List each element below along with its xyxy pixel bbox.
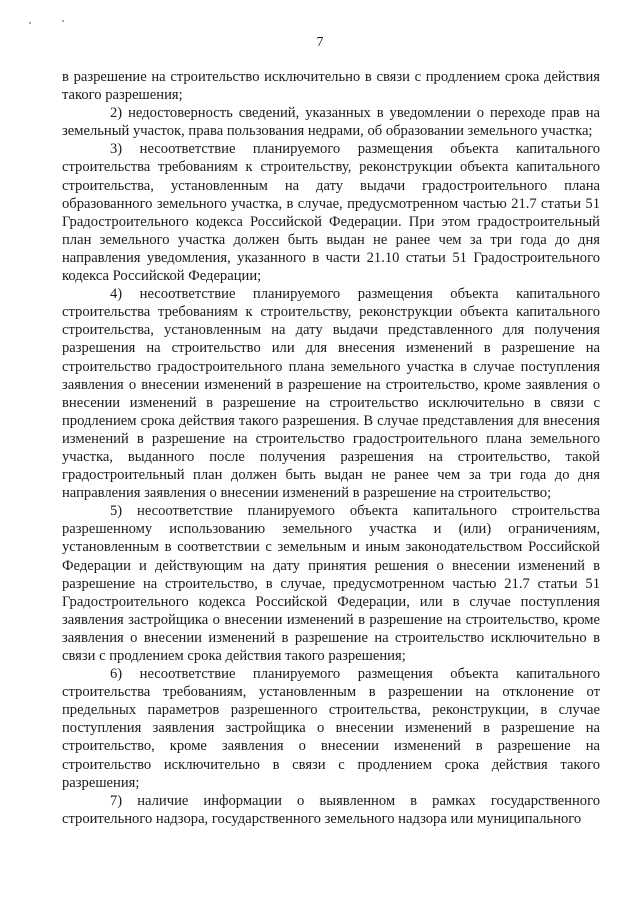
paragraph-continuation: в разрешение на строительство исключительно в связи с продлением срока действия такого разрешения; xyxy=(62,69,600,104)
list-item-7: 7) наличие информации о выявленном в рамках государственного строительного надзора, государственного земельного надзора или муниципального xyxy=(62,792,600,827)
scan-artifact-dot xyxy=(62,20,64,22)
list-item-6: 6) несоответствие планируемого размещения объекта капитального строительства требованиям, установленным в разрешении на отклонение от предельных параметров разрешенного строительства, реконструкции, в случае поступления заявления застройщика о внесении изменений в разрешение на строительство, кроме заявления о внесении изменений в разрешение на строительство исключительно в связи с продлением срока действия такого разрешения; xyxy=(62,666,600,791)
scan-artifact-dot xyxy=(29,22,31,24)
list-item-5: 5) несоответствие планируемого объекта капитального строительства разрешенному использованию земельного участка и (или) ограничениям, установленным в соответствии с земельным и иным законодательством Российской Федерации и действующим на дату принятия решения о внесении изменений в разрешение на строительство, в случае, предусмотренном частью 21.7 статьи 51 Градостроительного кодекса Российской Федерации, или в случае поступления заявления застройщика о внесении изменений в разрешение на строительство, кроме заявления о внесении изменений в разрешение на строительство исключительно в связи с продлением срока действия такого разрешения; xyxy=(62,503,600,664)
list-item-3: 3) несоответствие планируемого размещения объекта капитального строительства требованиям к строительству, реконструкции объекта капитального строительства, установленным на дату выдачи градостроительного плана образованного земельного участка, в случае, предусмотренном частью 21.7 статьи 51 Градостроительного кодекса Российской Федерации. При этом градостроительный план земельного участка должен быть выдан не ранее чем за три года до дня направления уведомления, указанного в части 21.10 статьи 51 Градостроительного кодекса Российской Федерации; xyxy=(62,141,600,285)
page-number: 7 xyxy=(316,35,324,50)
list-item-2: 2) недостоверность сведений, указанных в уведомлении о переходе прав на земельный участок, права пользования недрами, об образовании земельного участка; xyxy=(62,105,600,140)
document-body xyxy=(62,68,600,828)
list-item-4: 4) несоответствие планируемого размещения объекта капитального строительства требованиям к строительству, реконструкции объекта капитального строительства, установленным на дату выдачи представленного для получения разрешения на строительство или для внесения изменений в разрешение на строительство градостроительного плана земельного участка в случае поступления заявления о внесении изменений в разрешение на строительство, кроме заявления о внесении изменений в разрешение на строительство исключительно в связи с продлением срока действия такого разрешения. В случае представления для внесения изменений в разрешение на строительство градостроительного плана земельного участка, выданного после получения разрешения на строительство, такой градостроительный план должен быть выдан не ранее чем за три года до дня направления заявления о внесении изменений в разрешение на строительство; xyxy=(62,286,600,502)
